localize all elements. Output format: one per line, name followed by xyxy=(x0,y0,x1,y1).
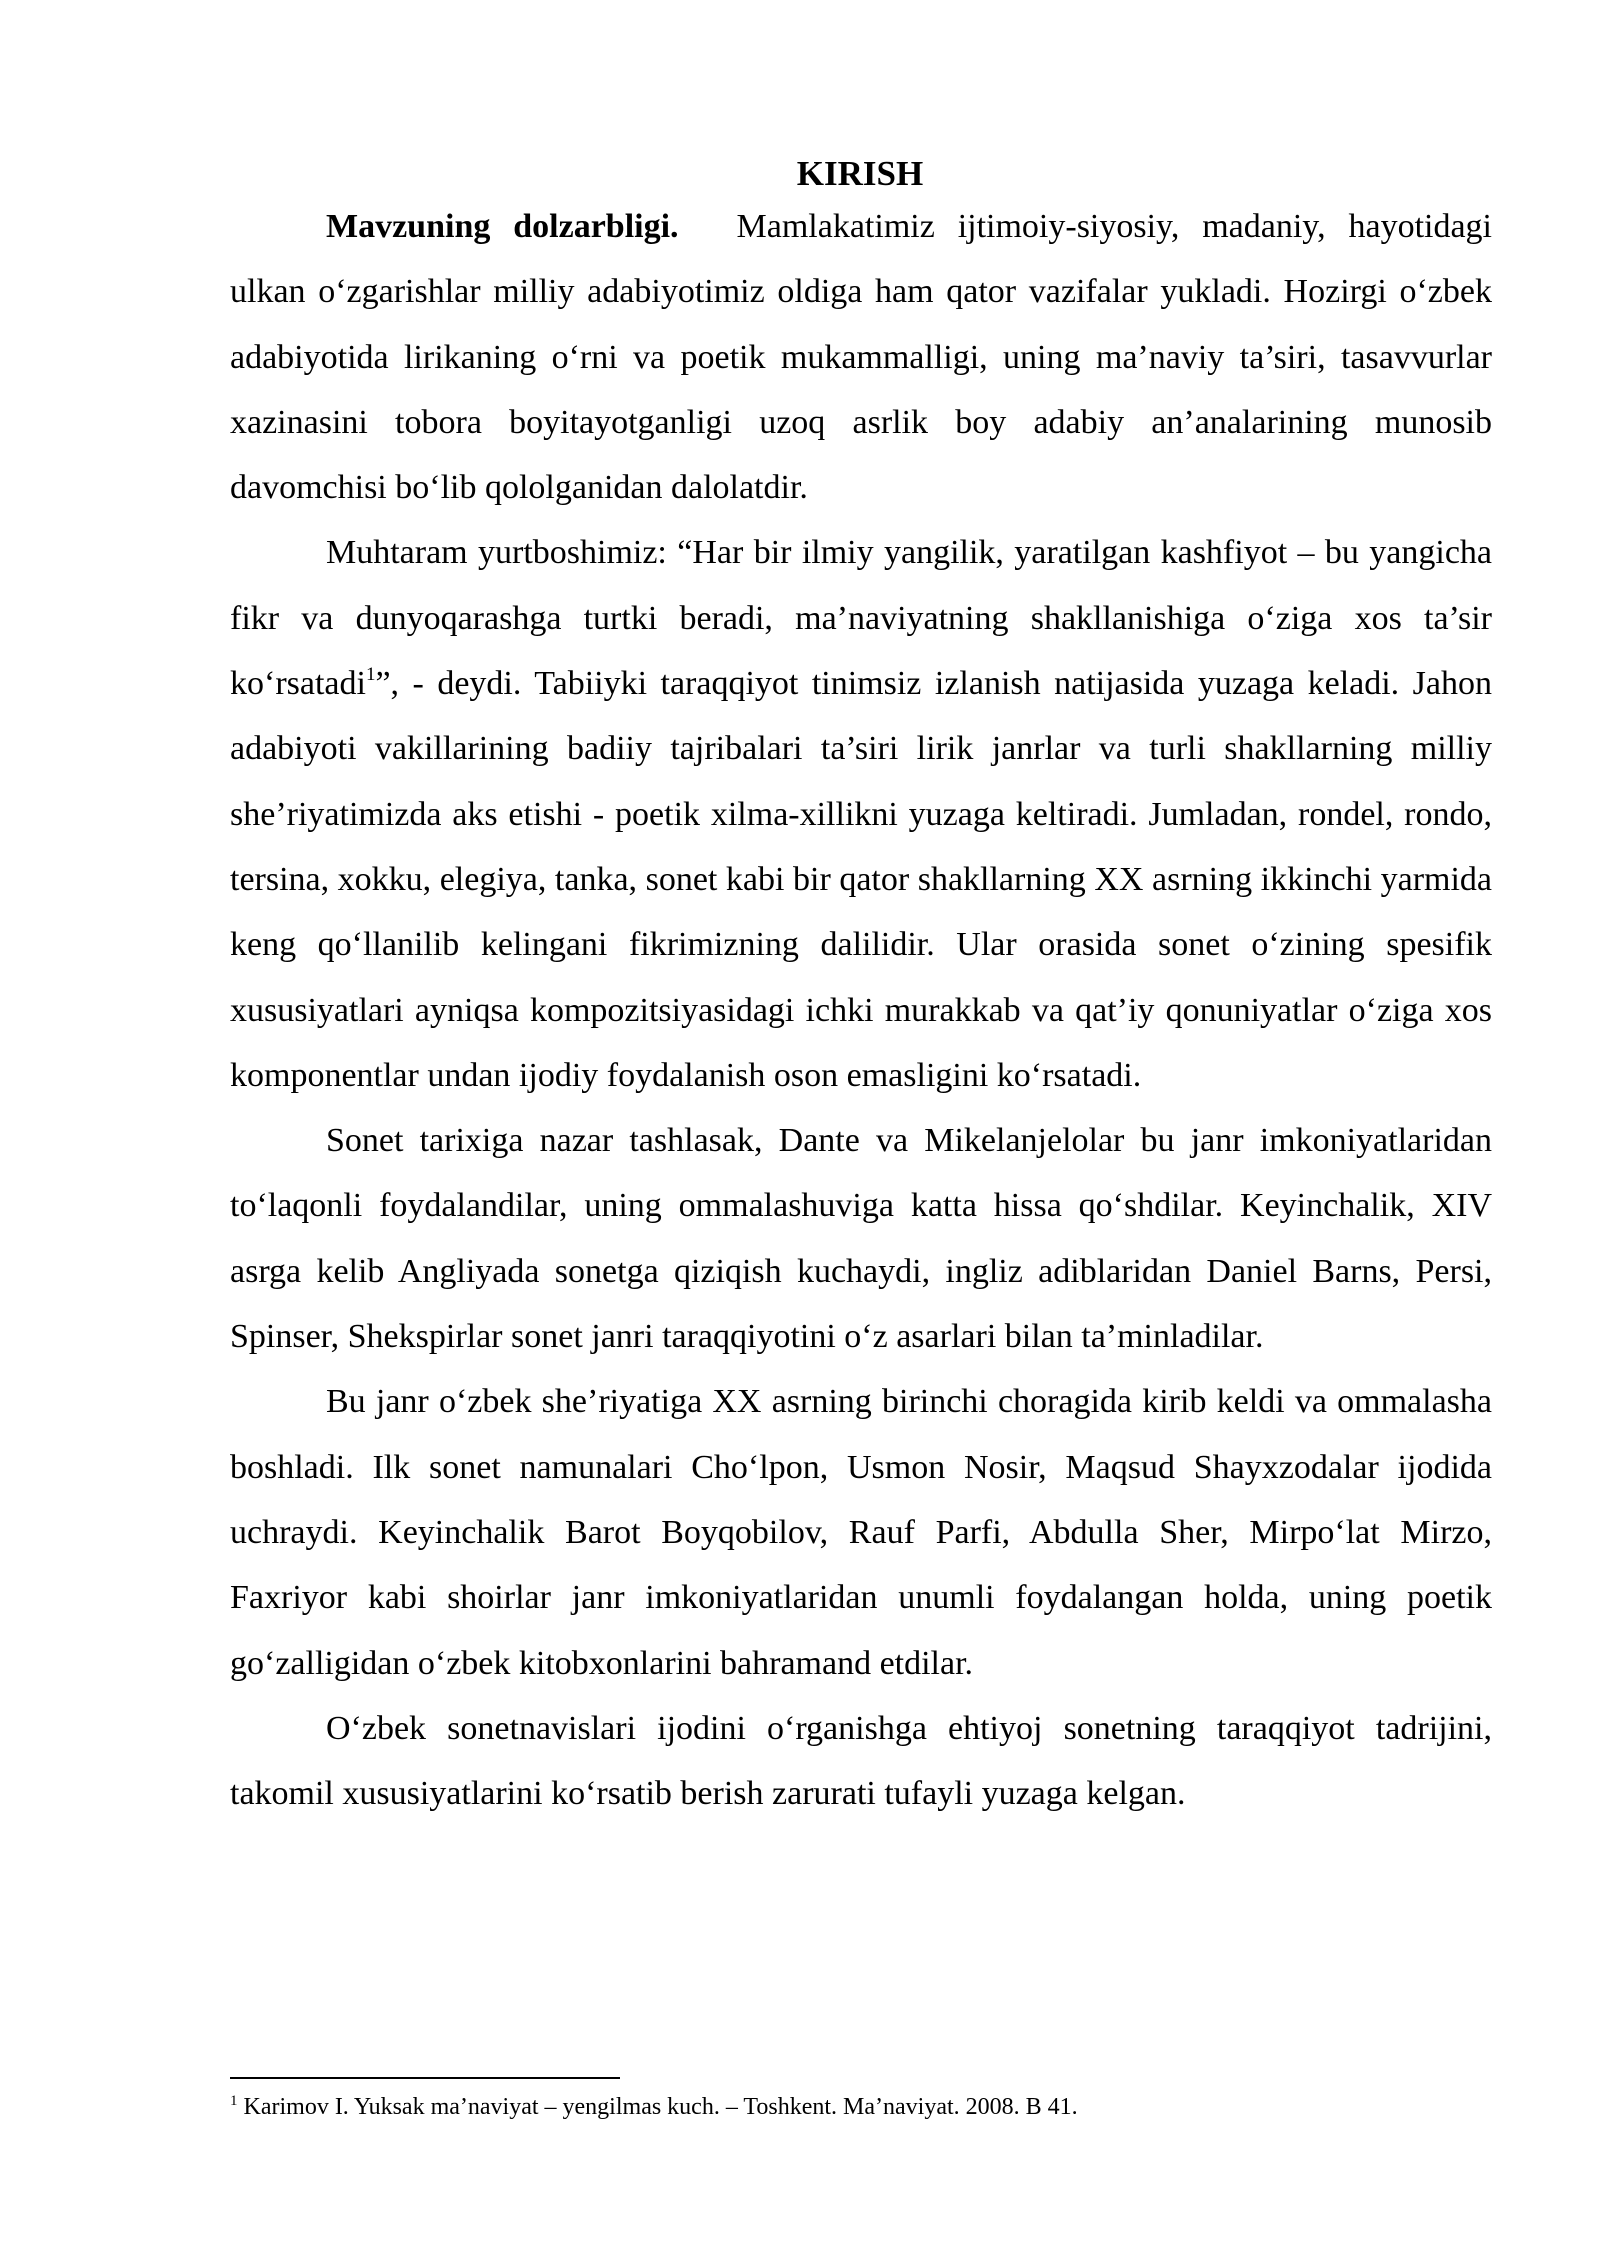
paragraph-text: Bu janr o‘zbek she’riyatiga XX asrning birinchi choragida kirib keldi va ommalasha boshladi. Ilk sonet namunalari Cho‘lpon, Usmon Nosir, Maqsud Shayxzodalar ijodida uchraydi. Keyinchalik Barot Boyqobilov, Rauf Parfi, Abdulla Sher, Mirpo‘lat Mirzo, Faxriyor kabi shoirlar janr imkoniyatlaridan unumli foydalangan holda, uning poetik go‘zalligidan o‘zbek kitobxonlarini bahramand etdilar. xyxy=(230,1383,1492,1682)
paragraph-research-need xyxy=(230,1696,1492,1827)
paragraph-text: O‘zbek sonetnavislari ijodini o‘rganishga ehtiyoj sonetning taraqqiyot tadrijini, takomil xususiyatlarini ko‘rsatib berish zarurati tufayli yuzaga kelgan. xyxy=(230,1709,1492,1813)
footnote-separator xyxy=(230,2077,620,2079)
paragraph-text: Sonet tarixiga nazar tashlasak, Dante va Mikelanjelolar bu janr imkoniyatlaridan to‘laqonli foydalandilar, uning ommalashuviga katta hissa qo‘shdilar. Keyinchalik, XIV asrga kelib Angliyada sonetga qiziqish kuchaydi, ingliz adiblaridan Daniel Barns, Persi, Spinser, Shekspirlar sonet janri taraqqiyotini o‘z asarlari bilan ta’minladilar. xyxy=(230,1122,1492,1356)
paragraph-uzbek-poetry xyxy=(230,1369,1492,1695)
footnote xyxy=(230,2088,1492,2126)
page-title: KIRISH xyxy=(796,154,924,193)
section-lead-heading: Mavzuning dolzarbligi. xyxy=(326,208,679,245)
footnote-text: Karimov I. Yuksak ma’naviyat – yengilmas kuch. – Toshkent. Ma’naviyat. 2008. B 41. xyxy=(243,2094,1078,2120)
paragraph-relevance xyxy=(230,194,1492,520)
paragraph-text: Mamlakatimiz ijtimoiy-siyosiy, madaniy, hayotidagi ulkan o‘zgarishlar milliy adabiyotimiz oldiga ham qator vazifalar yukladi. Hozirgi o‘zbek adabiyotida lirikaning o‘rni va poetik mukammalligi, uning ma’naviy ta’siri, tasavvurlar xazinasini tobora boyitayotganligi uzoq asrlik boy adabiy an’analarining munosib davomchisi bo‘lib qololganidan dalolatdir. xyxy=(230,208,1492,507)
footnote-reference[interactable]: 1 xyxy=(365,664,376,686)
paragraph-quote xyxy=(230,520,1492,1108)
paragraph-text-before-ref: Muhtaram yurtboshimiz: “Har bir ilmiy yangilik, yaratilgan kashfiyot – bu yangicha fikr va dunyoqarashga turtki beradi, ma’naviyatning shakllanishiga o‘ziga xos ta’sir ko‘rsatadi xyxy=(230,534,1492,703)
paragraph-text-after-ref: ”, - deydi. Tabiiyki taraqqiyot tinimsiz izlanish natijasida yuzaga keladi. Jahon adabiyoti vakillarining badiiy tajribalari ta’siri lirik janrlar va turli shakllarning milliy she’riyatimizda aks etishi - poetik xilma-xillikni yuzaga keltiradi. Jumladan, rondel, rondo, tersina, xokku, elegiya, tanka, sonet kabi bir qator shakllarning XX asrning ikkinchi yarmida keng qo‘llanilib kelingani fikrimizning dalilidir. Ular orasida sonet o‘zining spesifik xususiyatlari ayniqsa kompozitsiyasidagi ichki murakkab va qat’iy qonuniyatlar o‘ziga xos komponentlar undan ijodiy foydalanish oson emasligini ko‘rsatadi. xyxy=(230,665,1492,1094)
paragraph-sonnet-history xyxy=(230,1108,1492,1369)
footnote-marker: 1 xyxy=(230,2093,238,2109)
body-text xyxy=(230,194,1492,1826)
